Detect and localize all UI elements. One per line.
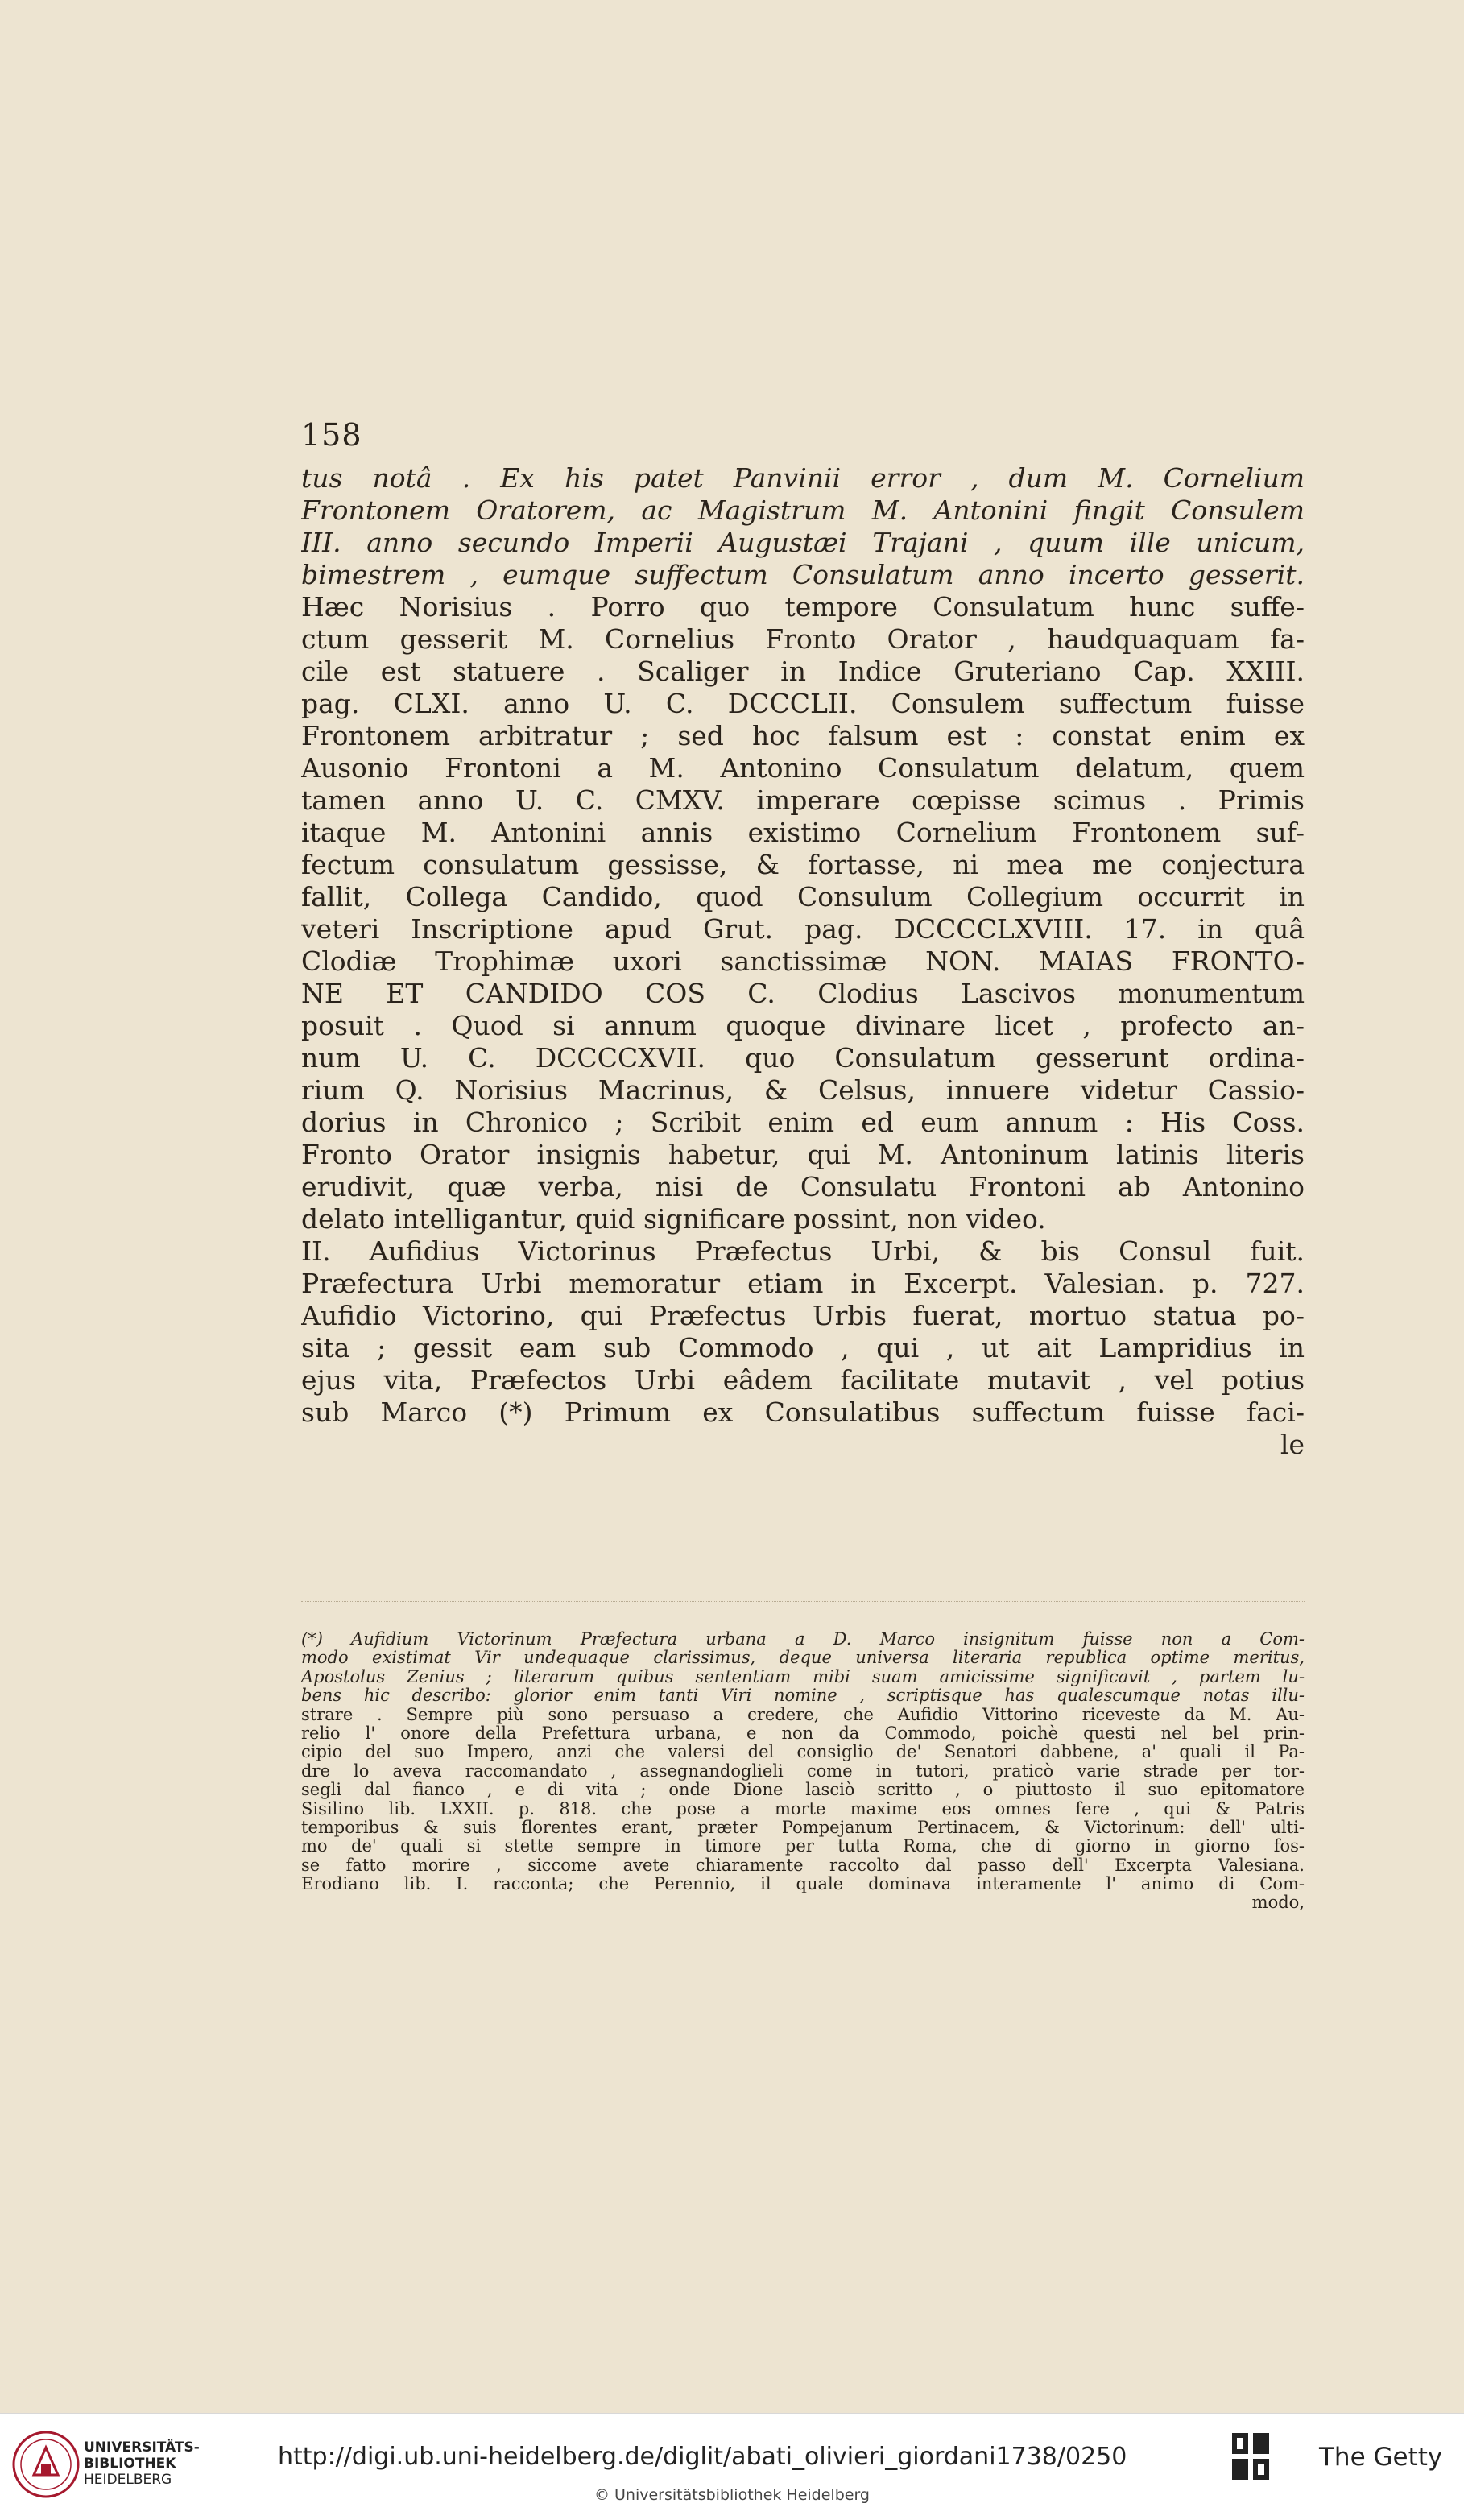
text-line: Aufidio Victorino, qui Præfectus Urbis fuerat, mortuo statua po- [301, 1300, 1305, 1331]
text-line: Frontonem arbitratur ; sed hoc falsum est : constat enim ex [301, 720, 1305, 751]
text-line: Frontonem Oratorem, ac Magistrum M. Antonini fingit Consulem [301, 494, 1305, 526]
footnote-line: dre lo aveva raccomandato , assegnandoglieli come in tutori, praticò varie strade per tor- [301, 1761, 1305, 1781]
footnote-line: (*) Aufidium Victorinum Præfectura urbana a D. Marco insignitum fuisse non a Com- [301, 1630, 1305, 1649]
footnote-line: mo de' quali si stette sempre in timore per tutta Roma, che di giorno in giorno fos- [301, 1837, 1305, 1856]
text-line: posuit . Quod si annum quoque divinare licet , profecto an- [301, 1010, 1305, 1041]
text-line: II. Aufidius Victorinus Præfectus Urbi, & bis Consul fuit. [301, 1235, 1305, 1267]
footnote-line: cipio del suo Impero, anzi che valersi del consiglio de' Senatori dabbene, a' quali il Pa- [301, 1743, 1305, 1762]
text-line: pag. CLXI. anno U. C. DCCCLII. Consulem suffectum fuisse [301, 688, 1305, 719]
text-line: Præfectura Urbi memoratur etiam in Excerpt. Valesian. p. 727. [301, 1268, 1305, 1299]
footnote-line: Sisilino lib. LXXII. p. 818. che pose a morte maxime eos omnes fere , qui & Patris [301, 1799, 1305, 1819]
library-name-line-2: BIBLIOTHEK [84, 2456, 176, 2472]
text-line: num U. C. DCCCCXVII. quo Consulatum gesserunt ordina- [301, 1042, 1305, 1074]
library-name-line-1: UNIVERSITÄTS- [84, 2439, 200, 2456]
footnote-line: Apostolus Zenius ; literarum quibus sententiam mibi suam amicissime significavit , partem lu- [301, 1667, 1305, 1686]
footnote-line: Erodiano lib. I. racconta; che Perennio, il quale dominava interamente l' animo di Com- [301, 1875, 1305, 1894]
footnote-line: temporibus & suis florentes erant, præter Pompejanum Pertinacem, & Victorinum: dell' ulti- [301, 1818, 1305, 1837]
text-line: Hæc Norisius . Porro quo tempore Consulatum hunc suffe- [301, 591, 1305, 623]
text-line: NE ET CANDIDO COS C. Clodius Lascivos monumentum [301, 978, 1305, 1009]
text-line: bimestrem , eumque suffectum Consulatum anno incerto gesserit. [301, 559, 1305, 590]
footnote-line: modo, [1251, 1893, 1305, 1913]
text-line: veteri Inscriptione apud Grut. pag. DCCCCLXVIII. 17. in quâ [301, 913, 1305, 945]
footnote-line: bens hic describo: glorior enim tanti Viri nomine , scriptisque has qualescumque notas illu- [301, 1686, 1305, 1706]
text-line: fallit, Collega Candido, quod Consulum Collegium occurrit in [301, 881, 1305, 912]
text-line: sita ; gessit eam sub Commodo , qui , ut ait Lampridius in [301, 1332, 1305, 1363]
copyright-notice: © Universitätsbibliothek Heidelberg [593, 2486, 870, 2504]
text-line: Fronto Orator insignis habetur, qui M. Antoninum latinis literis [301, 1139, 1305, 1170]
text-line: cile est statuere . Scaliger in Indice Gruteriano Cap. XXIII. [301, 656, 1305, 687]
main-text-block [301, 462, 1305, 1461]
footnote-line: strare . Sempre più sono persuaso a credere, che Aufidio Vittorino riceveste da M. Au- [301, 1705, 1305, 1724]
footnote-divider [301, 1601, 1305, 1603]
text-line: ejus vita, Præfectos Urbi eâdem facilitate mutavit , vel potius [301, 1364, 1305, 1396]
text-line: tus notâ . Ex his patet Panvinii error , dum M. Cornelium [301, 462, 1305, 494]
permalink-url[interactable]: http://digi.ub.uni-heidelberg.de/diglit/abati_olivieri_giordani1738/0250 [278, 2443, 1127, 2471]
text-line: ctum gesserit M. Cornelius Fronto Orator , haudquaquam fa- [301, 623, 1305, 655]
getty-name: The Getty [1319, 2443, 1443, 2472]
text-line: rium Q. Norisius Macrinus, & Celsus, innuere videtur Cassio- [301, 1074, 1305, 1106]
footnote-line: se fatto morire , siccome avete chiaramente raccolto dal passo dell' Excerpta Valesiana. [301, 1856, 1305, 1875]
text-line: Clodiæ Trophimæ uxori sanctissimæ NON. MAIAS FRONTO- [301, 946, 1305, 977]
footnote-line: relio l' onore della Prefettura urbana, e non da Commodo, poichè questi nel bel prin- [301, 1723, 1305, 1743]
text-line: dorius in Chronico ; Scribit enim ed eum annum : His Coss. [301, 1107, 1305, 1138]
library-name [84, 2439, 200, 2488]
text-line: fectum consulatum gessisse, & fortasse, ni mea me conjectura [301, 849, 1305, 880]
text-line: erudivit, quæ verba, nisi de Consulatu Frontoni ab Antonino [301, 1171, 1305, 1202]
text-line: le [1280, 1429, 1305, 1460]
library-name-line-3: HEIDELBERG [84, 2472, 172, 2488]
text-line: delato intelligantur, quid significare possint, non video. [301, 1203, 1046, 1235]
text-line: itaque M. Antonini annis existimo Cornelium Frontonem suf- [301, 817, 1305, 848]
text-line: sub Marco (*) Primum ex Consulatibus suffectum fuisse faci- [301, 1397, 1305, 1428]
text-line: Ausonio Frontoni a M. Antonino Consulatum delatum, quem [301, 752, 1305, 784]
footnote-line: segli dal fianco , e di vita ; onde Dione lasciò scritto , o piuttosto il suo epitomatore [301, 1781, 1305, 1800]
viewer-footer [0, 2413, 1464, 2520]
footnote-block [301, 1630, 1305, 1913]
text-line: III. anno secundo Imperii Augustæi Trajani , quum ille unicum, [301, 527, 1305, 558]
getty-logo-icon [1230, 2431, 1271, 2481]
text-line: tamen anno U. C. CMXV. imperare cœpisse scimus . Primis [301, 784, 1305, 816]
footnote-line: modo existimat Vir undequaque clarissimus, deque universa literaria republica optime meritus, [301, 1649, 1305, 1668]
page-number: 158 [301, 417, 362, 453]
